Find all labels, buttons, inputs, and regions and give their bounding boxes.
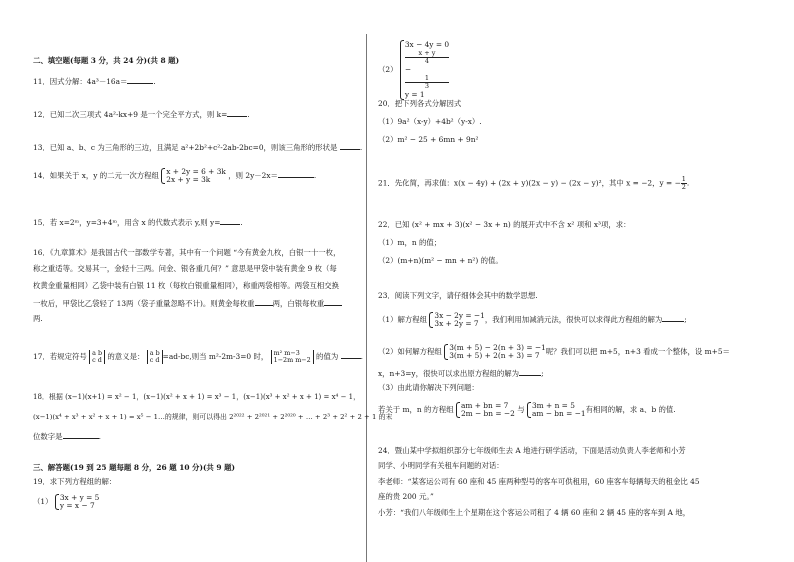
question-16-line-3: 枚黄金重量相同）乙袋中装有白银 11 枚（每枚白银重量相同），称重两袋相等。两袋互相交换 [33,281,340,290]
equation-system: 3m + n = 5 am − bn = −1 [527,402,586,418]
section3-title: 三、解答题(19 到 25 题每题 8 分，26 题 10 分)(共 9 题) [33,463,236,472]
fraction: 1 3 [405,75,449,90]
question-12: 12．已知二次三项式 4a²-kx+9 是一个完全平方式，则 k= . [33,110,250,119]
question-17: 17．若规定符号 a b c d 的意义是： a b c d =ad-bc,则当 m²-2m-3=0 时， m² m−3 1−2m m−2 的值为 . [33,349,363,364]
question-20-part-2: （2）m² − 25 + 6mn + 9n² [378,135,479,144]
section2-title: 二、填空题(每题 3 分，共 24 分)(共 8 题) [33,56,180,65]
question-23-part-3-system: 若关于 m，n 的方程组 am + bn = 7 2m − bn = −2 与 3m + n = 5 am − bn = −1 有相同的解，求 a、b 的值. [378,401,676,418]
question-24-line-2: 同学、小明同学有关租车问题的对话： [378,461,504,470]
determinant: m² m−3 1−2m m−2 [271,350,314,364]
question-18-line-1: 18．根据 (x−1)(x+1) = x² − 1，(x−1)(x² + x + 1) = x³ − 1，(x−1)(x³ + x² + x + 1) = x⁴ − 1， [33,393,361,401]
equation-system: am + bn = 7 2m − bn = −2 [456,402,515,418]
question-22-part-2: （2）(m+n)(m² − mn + n²) 的值。 [378,256,503,265]
question-18-line-3: 位数字是 . [33,432,101,441]
question-19: 19．求下列方程组的解： [33,477,117,486]
question-19-part-2: （2） 3x − 4y = 0 x + y 4 − 1 3 y = 1 [378,40,450,99]
question-14: 14．如果关于 x，y 的二元一次方程组 x + 2y = 6 + 3k 2x + y = 3k ，则 2y－2x＝ . [33,167,317,184]
question-16-line-2: 称之重适等。交易其一，金轻十三两。问金、银各重几何？” 意思是甲袋中装有黄金 9 枚（每 [33,264,337,273]
question-20-part-1: （1）9a²（x-y）+4b²（y-x）. [378,117,482,126]
answer-blank[interactable] [278,170,314,178]
question-16-line-5: 两. [33,314,43,323]
question-11: 11．因式分解：4a³－16a＝ . [33,77,156,86]
question-23-part-2-line-2: x，n+3=y，很快可以求出原方程组的解为 ; [378,369,544,378]
answer-blank[interactable] [227,109,247,117]
question-23-part-3: （3）由此请你解决下列问题： [378,383,479,392]
fraction: x + y 4 [405,50,449,65]
question-13: 13．已知 a、b、c 为三角形的三边，且满足 a²+2b²+c²-2ab-2bc=0，则该三角形的形状是 . [33,143,363,152]
answer-blank[interactable] [324,298,342,306]
equation-system: x + 2y = 6 + 3k 2x + y = 3k [161,168,226,184]
question-23: 23．阅读下列文字，请仔细体会其中的数学思想. [378,291,538,300]
question-20: 20．把下列各式分解因式 [378,99,462,108]
question-22: 22．已知 (x² + mx + 3)(x² − 3x + n) 的展开式中不含 x² 项和 x³项，求： [378,220,631,229]
question-15: 15．若 x=2ᵐ，y=3+4ᵐ，用含 x 的代数式表示 y,则 y= . [33,218,243,227]
equation-system: 3x − 2y = −1 3x + 2y = 7 [429,312,484,328]
question-23-part-1: （1）解方程组 3x − 2y = −1 3x + 2y = 7 ，我们利用加减消元法，很快可以求得此方程组的解为 ; [378,311,687,328]
question-16-line-1: 16．《九章算术》是我国古代一部数学专著，其中有一个问题 “今有黄金九枚，白银一十一枚， [33,248,341,257]
answer-blank[interactable] [63,431,99,439]
question-24-line-4: 座的贵 200 元。” [378,492,434,501]
answer-blank[interactable] [127,76,153,84]
equation-system: 3(m + 5) − 2(n + 3) = −1 3(m + 5) + 2(n + 3) = 7 [444,344,546,360]
left-column [33,0,393,561]
question-18-line-2: (x−1)(x⁴ + x³ + x² + x + 1) = x⁵ − 1…的规律，则可以得出 2²⁰²² + 2²⁰²¹ + 2²⁰²⁰ + … + 2³ + 2² + 2 + 1 的末 [33,413,393,421]
question-22-part-1: （1）m，n 的值； [378,238,442,247]
answer-blank[interactable] [255,298,273,306]
answer-blank[interactable] [519,368,541,376]
question-24-line-5: 小芳：“我们八年级师生上个星期在这个客运公司租了 4 辆 60 座和 2 辆 45 座的客车到 A 地， [378,508,691,517]
determinant: a b c d [147,350,163,364]
question-24-line-1: 24．暨山某中学拟组织部分七年级师生去 A 地进行研学活动，下面是活动负责人李老师和小芳 [378,446,686,455]
equation-system: 3x + y = 5 y = x − 7 [55,494,100,510]
fraction: $\frac{1}{2}$ [681,175,686,191]
question-23-part-2: （2）如何解方程组 3(m + 5) − 2(n + 3) = −1 3(m + 5) + 2(n + 3) = 7 呢？我们可以把 m+5，n+3 看成一个整体，设 m+5＝ [378,343,730,360]
answer-blank[interactable] [220,217,240,225]
determinant: a b c d [89,350,105,364]
question-21: 21．先化简，再求值：x(x − 4y) + (2x + y)(2x − y) − (2x − y)²，其中 x = −2，y = − $\frac{1}{2}$ . [378,175,690,191]
question-19-part-1: （1） 3x + y = 5 y = x − 7 [33,493,100,510]
right-column [378,0,770,561]
answer-blank[interactable] [662,314,684,322]
equation-system: 3x − 4y = 0 x + y 4 − 1 3 y = 1 [400,40,449,100]
answer-blank[interactable] [341,351,361,359]
answer-blank[interactable] [340,142,360,150]
column-divider [366,34,367,562]
question-24-line-3: 李老师：“某客运公司有 60 座和 45 座两种型号的客车可供租用，60 座客车每辆每天的租金比 45 [378,477,700,486]
question-16-line-4: 一枚后，甲袋比乙袋轻了 13两（袋子重量忽略不计)。则黄金每枚重 两，白银每枚重 [33,298,342,308]
